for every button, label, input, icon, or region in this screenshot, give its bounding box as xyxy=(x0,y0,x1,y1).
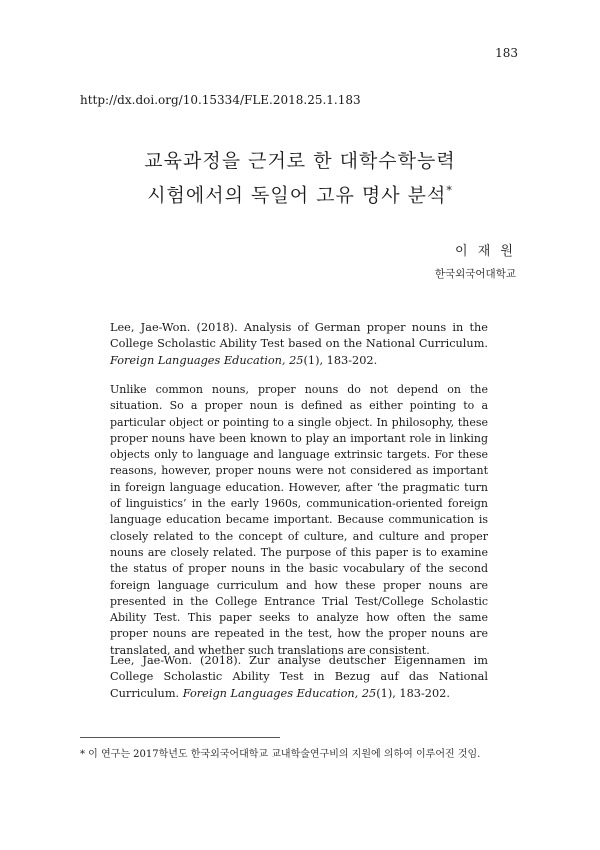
footnote: * 이 연구는 2017학년도 한국외국어대학교 교내학술연구비의 지원에 의하여 이루어진 것임. xyxy=(80,749,481,760)
citation-english-text: Lee, Jae-Won. (2018). Analysis of German proper nouns in the College Scholastic Ability Test based on the National Curriculum. xyxy=(110,321,488,351)
citation-english-journal: Foreign Languages Education, 25 xyxy=(110,353,304,367)
author-name: 이 재 원 xyxy=(455,244,516,259)
title-line-2-text: 시험에서의 독일어 고유 명사 분석 xyxy=(147,184,447,207)
citation-german xyxy=(110,653,488,702)
title-line-2 xyxy=(0,176,600,210)
title-line-1: 교육과정을 근거로 한 대학수학능력 xyxy=(144,150,456,172)
citation-english xyxy=(110,320,488,369)
doi-link[interactable]: http://dx.doi.org/10.15334/FLE.2018.25.1.183 xyxy=(80,93,361,107)
citation-german-issue: (1), 183-202. xyxy=(376,686,450,700)
footnote-divider xyxy=(80,737,280,738)
citation-english-issue: (1), 183-202. xyxy=(303,353,378,367)
abstract xyxy=(110,382,488,659)
citation-german-journal: Foreign Languages Education, 25 xyxy=(182,686,377,700)
abstract-text: Unlike common nouns, proper nouns do not depend on the situation. So a proper noun is defined as either pointing to a particular object or pointing to a single object. In philosophy, these proper nouns have been known to play an important role in linking objects only to language and language extrinsic targets. For these reasons, however, proper nouns were not considered as important in foreign language education. However, after ‘the pragmatic turn of linguistics’ in the early 1960s, communication-oriented foreign language education became important. Because communication is closely related to the concept of culture, and culture and proper nouns are closely related. The purpose of this paper is to examine the status of proper nouns in the basic vocabulary of the second foreign language curriculum and how these proper nouns are presented in the College Entrance Trial Test/College Scholastic Ability Test. This paper seeks to analyze how often the same proper nouns are repeated in the test, how the proper nouns are translated, and whether such translations are consistent. xyxy=(110,383,488,657)
paper-title xyxy=(0,146,600,210)
citation-german-text: Lee, Jae-Won. (2018). Zur analyse deutscher Eigennamen im College Scholastic Ability Test in Bezug auf das National Curriculum. xyxy=(110,654,488,700)
author-affiliation: 한국외국어대학교 xyxy=(434,268,516,280)
page-number: 183 xyxy=(495,46,518,60)
title-footnote-mark: * xyxy=(446,184,453,197)
